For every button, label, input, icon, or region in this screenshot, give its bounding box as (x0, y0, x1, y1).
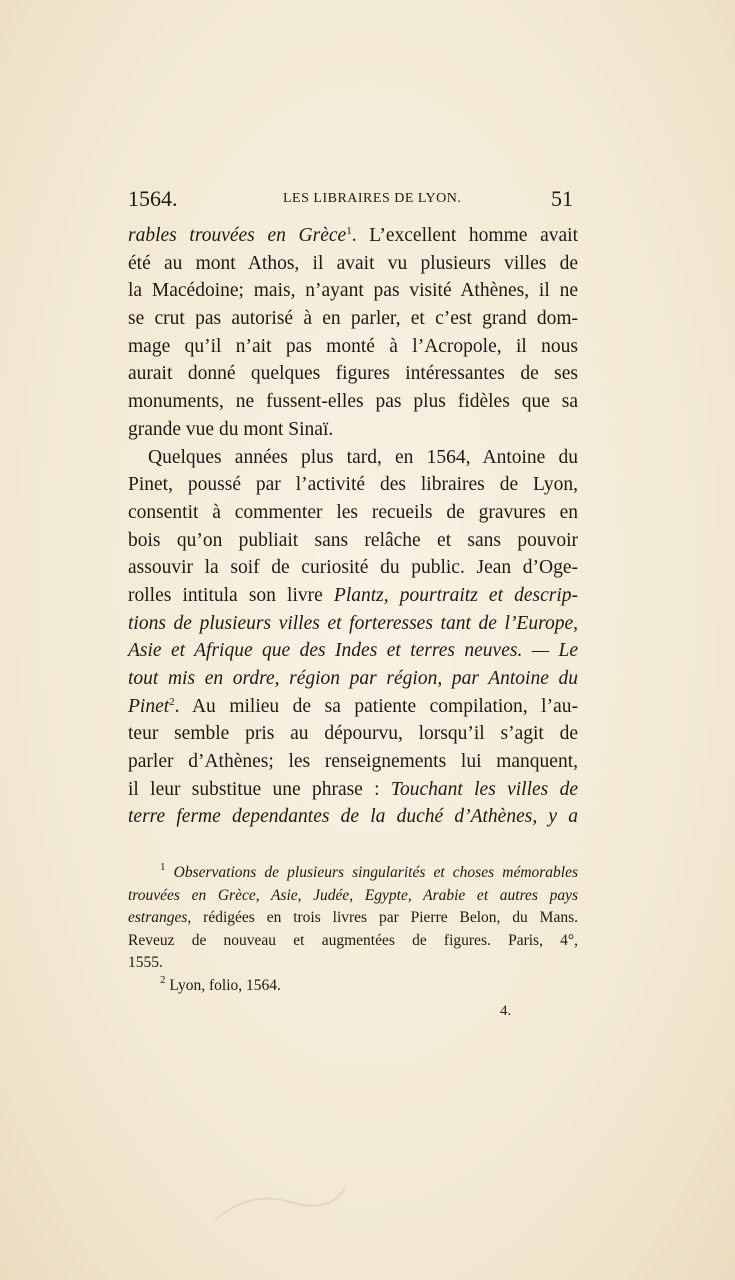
body-line: été au mont Athos, il avait vu plusieurs villes de (128, 252, 578, 274)
footnotes (128, 862, 578, 997)
footnote-marker: 1 (160, 861, 166, 873)
footnote-line: trouvées en Grèce, Asie, Judée, Egypte, Arabie et autres pays (128, 886, 578, 904)
body-line: tions de plusieurs villes et forteresses tant de l’Europe, (128, 612, 578, 634)
footnote-line: Reveuz de nouveau et augmentées de figures. Paris, 4°, (128, 931, 578, 949)
footnote-line (128, 975, 578, 998)
italic-title: rables trouvées en Grèce (128, 225, 347, 246)
body-line (128, 693, 578, 721)
signature-mark: 4. (500, 1003, 512, 1019)
footnote-marker: 2 (160, 973, 166, 986)
running-header (128, 186, 576, 216)
footnote-line (128, 907, 578, 930)
header-year: 1564. (128, 186, 178, 211)
body-line: monuments, ne fussent-elles pas plus fidèles que sa (128, 391, 578, 413)
body-line: bois qu’on publiait sans relâche et sans pouvoir (128, 529, 578, 551)
body-line: Asie et Afrique que des Indes et terres neuves. — Le (128, 640, 578, 662)
body-line: terre ferme dependantes de la duché d’Athènes, y a (128, 806, 578, 828)
body-line: Quelques années plus tard, en 1564, Antoine du (148, 446, 578, 468)
footnote-line: 1555. (128, 954, 163, 971)
text-span: rolles intitula son livre (128, 584, 334, 606)
text-span: , rédigées en trois livres par Pierre Belon, du Mans. (187, 909, 578, 926)
body-line: parler d’Athènes; les renseignements lui manquent, (128, 751, 578, 773)
body-line: mage qu’il n’ait pas monté à l’Acropole, il nous (128, 335, 578, 357)
italic-title: Pinet (128, 695, 170, 717)
italic-title: Observations de plusieurs singularités et choses mémorables (173, 864, 579, 881)
body-line: la Macédoine; mais, n’ayant pas visité Athènes, il ne (128, 280, 578, 302)
body-line: assouvir la soif de curiosité du public. Jean d’Oge- (128, 557, 578, 579)
footnote-line (128, 862, 578, 885)
body-line (128, 222, 578, 250)
body-line (128, 582, 578, 610)
body-line: aurait donné quelques figures intéressantes de ses (128, 363, 578, 385)
body-line: grande vue du mont Sinaï. (128, 418, 334, 440)
footnote-ref: 1 (346, 225, 352, 237)
body-text (128, 222, 578, 831)
text-span: il leur substitue une phrase : (128, 778, 391, 800)
paper-fold-mark (210, 1180, 350, 1230)
page-number: 51 (551, 186, 573, 211)
body-line: Pinet, poussé par l’activité des libraires de Lyon, (128, 474, 578, 496)
italic-title: estranges (128, 909, 188, 926)
body-line: tout mis en ordre, région par région, par Antoine du (128, 668, 578, 689)
text-span: . Au milieu de sa patiente compilation, l’au- (174, 695, 578, 717)
italic-title: Plantz, pourtraitz et descrip- (333, 584, 579, 606)
body-line (128, 776, 578, 804)
footnote-ref: 2 (169, 695, 175, 708)
text-span: Lyon, folio, 1564. (169, 976, 281, 994)
body-line: consentit à commenter les recueils de gravures en (128, 501, 578, 523)
body-line: teur semble pris au dépourvu, lorsqu’il s’agit de (128, 723, 578, 745)
text-span: . L’excellent homme avait (351, 225, 578, 246)
header-title: LES LIBRAIRES DE LYON. (283, 191, 462, 206)
body-line: se crut pas autorisé à en parler, et c’est grand dom- (128, 308, 578, 330)
italic-quote: Touchant les villes de (390, 778, 578, 800)
